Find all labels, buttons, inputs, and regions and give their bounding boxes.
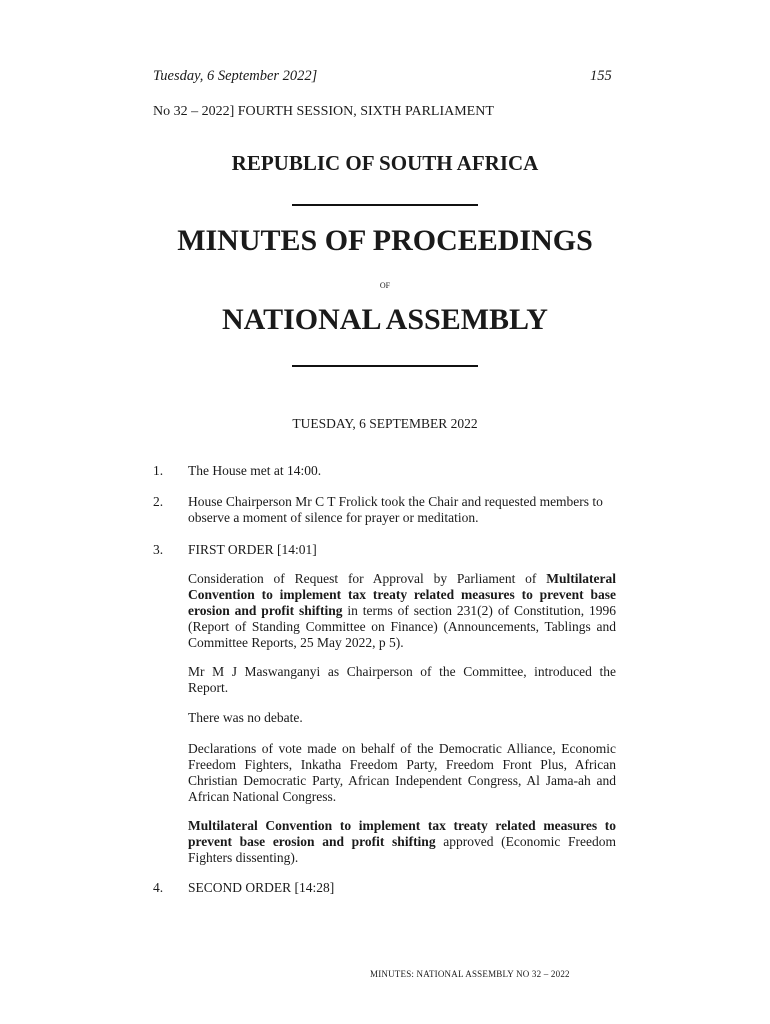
bill-title: Multilateral Convention to implement tax treaty related measures to prevent base erosion and profit shifting — [188, 818, 616, 849]
item-text: FIRST ORDER [14:01] — [188, 542, 317, 557]
paragraph-text: Consideration of Request for Approval by Parliament of — [188, 571, 547, 586]
page-number: 155 — [590, 68, 612, 84]
first-order-paragraph — [188, 571, 616, 651]
of-label: OF — [379, 281, 391, 290]
debate-paragraph: There was no debate. — [188, 710, 303, 725]
paragraph-text: approved (Economic Freedom Fighters dissenting). — [188, 834, 616, 865]
item-text: SECOND ORDER [14:28] — [188, 880, 335, 895]
declarations-paragraph: Declarations of vote made on behalf of the Democratic Alliance, Economic Freedom Fighters, Inkatha Freedom Party, Freedom Front Plus, African Christian Democratic Party, African Independent Congress, Al Jama-ah and African National Congress. — [188, 741, 616, 804]
item-number: 3. — [153, 542, 164, 557]
country-title: REPUBLIC OF SOUTH AFRICA — [231, 151, 539, 175]
approval-paragraph — [188, 818, 616, 866]
sitting-date: TUESDAY, 6 SEPTEMBER 2022 — [292, 416, 478, 431]
page-footer: MINUTES: NATIONAL ASSEMBLY NO 32 – 2022 — [370, 969, 570, 979]
item-number: 1. — [153, 463, 164, 478]
item-number: 4. — [153, 880, 164, 895]
introduction-paragraph: Mr M J Maswanganyi as Chairperson of the Committee, introduced the Report. — [188, 664, 616, 695]
item-number: 2. — [153, 494, 164, 509]
header-date: Tuesday, 6 September 2022] — [153, 68, 318, 84]
title-rule-bottom — [292, 365, 478, 367]
bill-title: Multilateral Convention to implement tax treaty related measures to prevent base erosion and profit shifting — [188, 571, 616, 618]
assembly-title: NATIONAL ASSEMBLY — [222, 303, 548, 336]
item-text: The House met at 14:00. — [188, 463, 322, 478]
title-rule-top — [292, 204, 478, 206]
minutes-title: MINUTES OF PROCEEDINGS — [177, 224, 593, 257]
session-line: No 32 – 2022] FOURTH SESSION, SIXTH PARLIAMENT — [153, 104, 494, 119]
paragraph-text: in terms of section 231(2) of Constitution, 1996 (Report of Standing Committee on Finance) (Announcements, Tablings and Committee Reports, 25 May 2022, p 5). — [188, 603, 616, 650]
item-text: House Chairperson Mr C T Frolick took the Chair and requested members to observe a moment of silence for prayer or meditation. — [188, 494, 603, 525]
